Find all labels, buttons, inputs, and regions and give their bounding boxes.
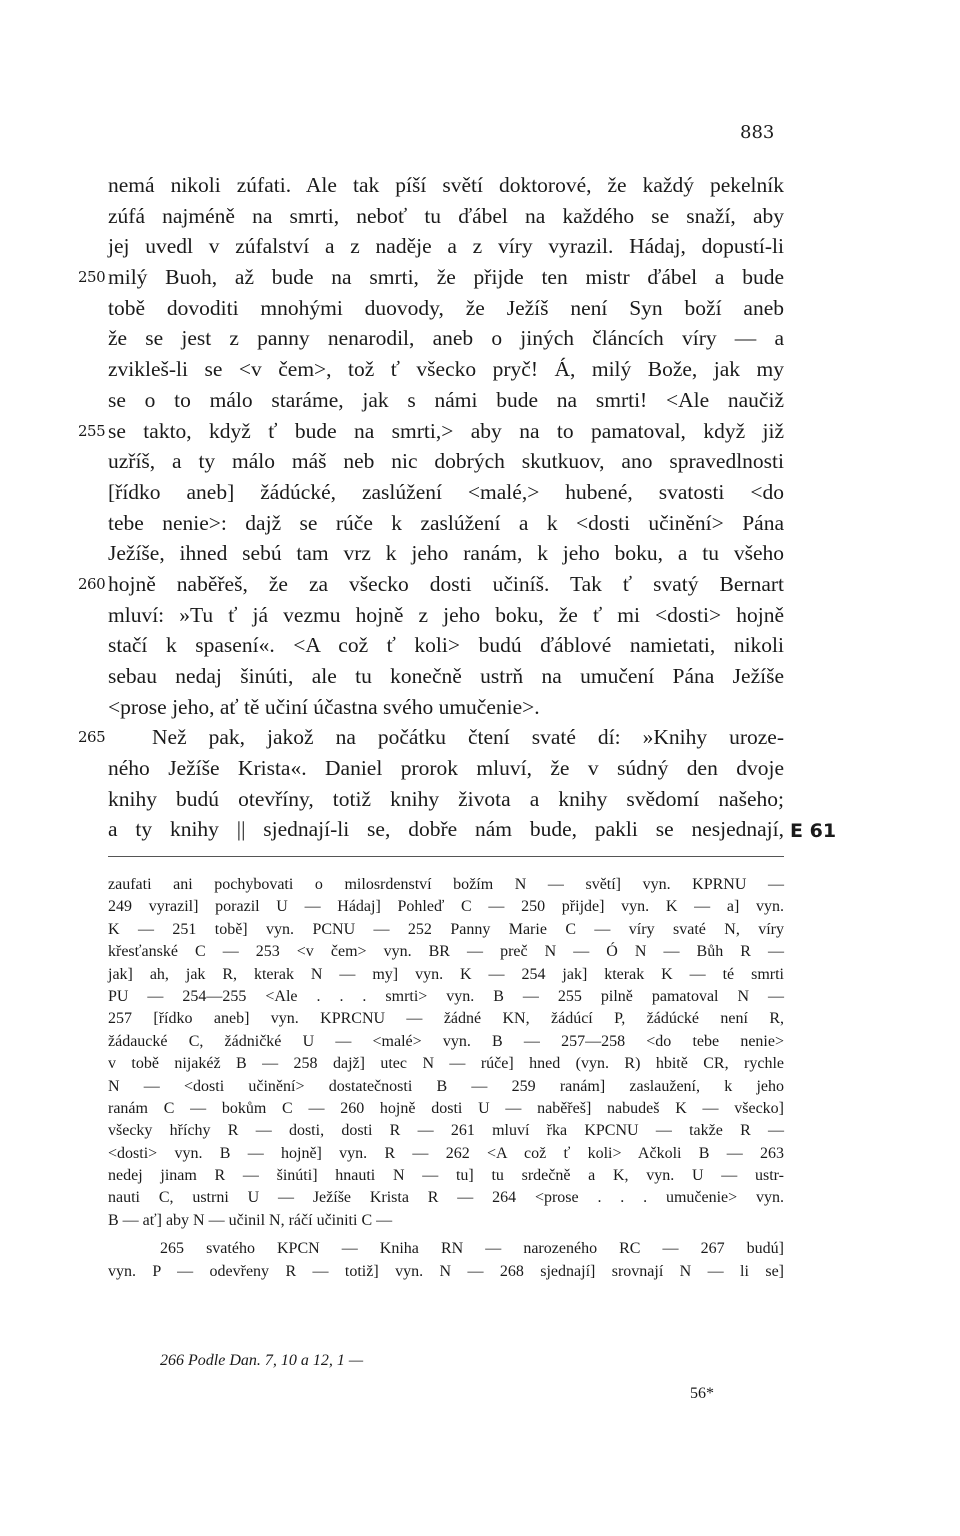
text-line: [78, 416, 784, 447]
apparatus-line: všecky hříchy R — dosti, dosti R — 261 mluví řka KPCNU — takže R —: [108, 1122, 784, 1140]
apparatus-line: v tobě nijakéž B — 258 dajž] utec N — rúče] hned (vyn. R) hbitě CR, rychle: [108, 1055, 784, 1073]
text-line: [108, 385, 784, 416]
line-text: milý Buoh, až bude na smrti, že přijde ten mistr ďábel a bude: [108, 265, 784, 290]
line-text: hojně naběřeš, že za všecko dosti učiníš. Tak ť svatý Bernart: [108, 571, 784, 596]
text-line: [108, 508, 784, 539]
text-line: [108, 477, 784, 508]
signature-mark: 56*: [690, 1385, 714, 1402]
text-line: [78, 262, 784, 293]
line-text: nemá nikoli zúfati. Ale tak píší světí doktorové, že každý pekelník: [108, 173, 784, 197]
apparatus-line: vyn. P — odevřeny R — totiž] vyn. N — 268 sjednají] srovnají N — li se]: [108, 1262, 784, 1280]
source-note: 266 Podle Dan. 7, 10 a 12, 1 —: [160, 1352, 364, 1369]
apparatus-line: nedej jinam R — šinúti] hnauti N — tu] tu srdečně a K, vyn. U — ustr-: [108, 1167, 784, 1185]
line-text: a ty knihy || sjednají-li se, dobře nám bude, pakli se nesjednají,: [108, 817, 784, 842]
apparatus-line: nauti C, ustrni U — Ježíše Krista R — 264 <prose . . . umučenie> vyn.: [108, 1189, 784, 1207]
line-text: jej uvedl v zúfalství a z naděje a z víry vyrazil. Hádaj, dopustí-li: [108, 234, 784, 259]
text-line: [108, 814, 837, 845]
text-line: [108, 446, 784, 477]
text-line: [108, 692, 784, 723]
manuscript-folio-mark: E 61: [790, 820, 837, 843]
line-text: [řídko aneb] žádúcké, zaslúžení <malé,> hubené, svatosti <do: [108, 479, 784, 504]
line-text: knihy budú otevříny, totiž knihy života a knihy svědomí našeho;: [108, 786, 784, 811]
text-line: [108, 354, 784, 385]
main-text: [78, 170, 837, 845]
text-line: [108, 293, 784, 324]
line-text: zúfá najméně na smrti, neboť tu ďábel na každého se snaží, aby: [108, 203, 784, 228]
line-text: se takto, když ť bude na smrti,> aby na to pamatoval, když již: [108, 418, 784, 443]
line-text: stačí k spasení«. <A což ť koli> budú ďáblové namietati, nikoli: [108, 633, 784, 658]
apparatus-line: <dosti> vyn. B — hojně] vyn. R — 262 <A což ť koli> Ačkoli B — 263: [108, 1144, 784, 1162]
text-line: [108, 661, 784, 692]
apparatus-line: 265 svatého KPCN — Kniha RN — narozeného RC — 267 budú]: [160, 1240, 784, 1258]
text-line: [78, 569, 784, 600]
page-number: 883: [740, 122, 775, 143]
apparatus-line: žádaucké C, žádničké U — <malé> vyn. B — 257—258 <do tebe nenie>: [108, 1032, 784, 1050]
line-number: 260: [78, 574, 106, 593]
apparatus-line: 257 [řídko aneb] vyn. KPRCNU — žádné KN, žádúcí P, žádúcké není R,: [108, 1010, 784, 1028]
apparatus-line: ranám C — bokům C — 260 hojně dosti U — naběřeš] nabudeš K — všecko]: [108, 1099, 784, 1117]
line-text: mluví: »Tu ť já vezmu hojně z jeho boku, že ť mi <dosti> hojně: [108, 602, 784, 627]
line-text: se o to málo staráme, jak s námi bude na smrti! <Ale naučiž: [108, 387, 784, 412]
apparatus-line: 249 vyrazil] porazil U — Hádaj] Pohleď C — 250 přijde] vyn. K — a] vyn.: [108, 898, 784, 916]
footnote-divider: [108, 856, 784, 857]
apparatus-line: PU — 254—255 <Ale . . . smrti> vyn. B — 255 pilně pamatoval N —: [108, 987, 784, 1005]
line-number: 265: [78, 728, 106, 747]
apparatus-line: jak] ah, jak R, kterak N — my] vyn. K — 254 jak] kterak K — té smrti: [108, 965, 784, 983]
line-text: tebe nenie>: dajž se rúče k zaslúžení a k <dosti učinění> Pána: [108, 510, 784, 535]
line-text: sebau nedaj šinúti, ale tu konečně ustrň na umučení Pána Ježíše: [108, 664, 784, 688]
line-text: <prose jeho, ať tě učiní účastna svého umučenie>.: [108, 694, 540, 719]
text-line: [108, 784, 784, 815]
line-text: ného Ježíše Krista«. Daniel prorok mluví, že v súdný den dvoje: [108, 756, 784, 781]
apparatus-line: K — 251 tobě] vyn. PCNU — 252 Panny Marie C — víry svaté N, víry: [108, 920, 784, 938]
critical-apparatus: [108, 874, 784, 1283]
text-line: [108, 231, 784, 262]
line-text: uzříš, a ty málo máš neb nic dobrých skutkuov, ano spravedlnosti: [108, 449, 784, 474]
text-line: [108, 630, 784, 661]
text-line: [108, 170, 784, 201]
line-text: Než pak, jakož na počátku čtení svaté dí: »Knihy uroze-: [152, 725, 784, 750]
apparatus-line: N — <dosti učinění> dostatečnosti B — 259 ranám] zaslaužení, k jeho: [108, 1077, 784, 1095]
line-number: 255: [78, 421, 106, 440]
line-number: 250: [78, 268, 106, 287]
text-line: [108, 538, 784, 569]
text-line: [108, 753, 784, 784]
text-line: [78, 722, 784, 753]
apparatus-line: zaufati ani pochybovati o milosrdenství božím N — světí] vyn. KPRNU —: [108, 876, 784, 893]
text-line: [108, 201, 784, 232]
line-text: zvikleš-li se <v čem>, tož ť všecko pryč! Á, milý Bože, jak my: [108, 357, 784, 382]
line-text: Ježíše, ihned sebú tam vrz k jeho ranám, k jeho boku, a tu všeho: [108, 541, 784, 566]
apparatus-line: B — ať] aby N — učinil N, ráčí učiniti C —: [108, 1211, 393, 1229]
text-line: [108, 600, 784, 631]
apparatus-line: křesťanské C — 253 <v čem> vyn. BR — preč N — Ó N — Bůh R —: [108, 943, 784, 961]
text-line: [108, 323, 784, 354]
line-text: tobě dovoditi mnohými duovody, že Ježíš není Syn boží aneb: [108, 295, 784, 320]
line-text: že se jest z panny nenarodil, aneb o jiných článcích víry — a: [108, 326, 784, 351]
